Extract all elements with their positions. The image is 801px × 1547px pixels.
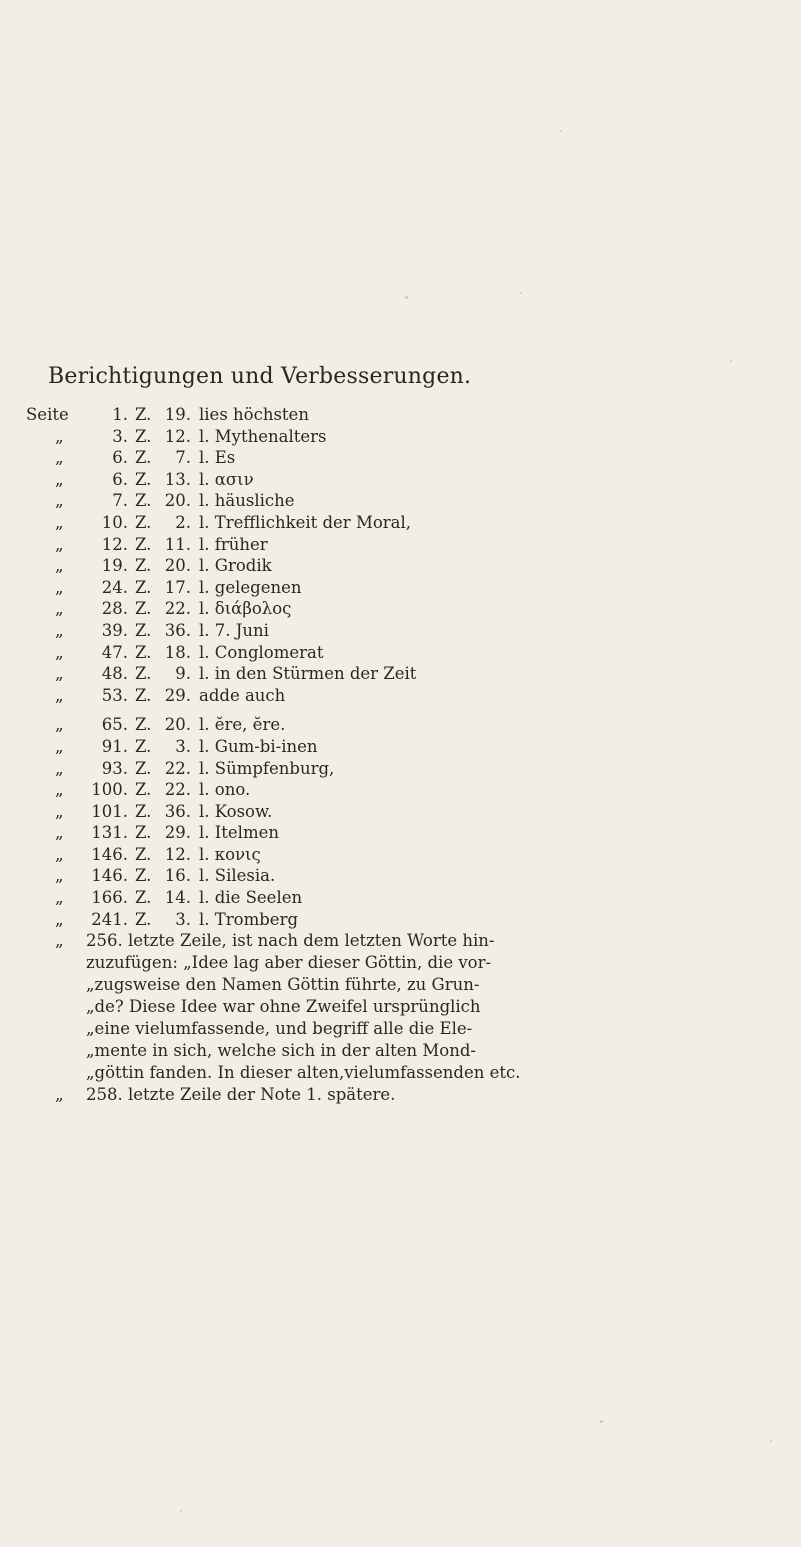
line-marker: Z. bbox=[135, 577, 152, 597]
errata-entry bbox=[0, 822, 801, 844]
correction-text: l. häusliche bbox=[199, 491, 295, 511]
correction-text: l. Tromberg bbox=[199, 909, 299, 929]
line-marker: Z. bbox=[135, 491, 152, 511]
note-line bbox=[0, 1062, 801, 1084]
note-line bbox=[0, 996, 801, 1018]
note-line bbox=[0, 952, 801, 974]
correction-text: l. gelegenen bbox=[199, 577, 302, 597]
errata-entry bbox=[0, 426, 801, 448]
line-number: 20. bbox=[164, 556, 191, 576]
correction-text: l. 7. Juni bbox=[199, 620, 269, 640]
page-number: 93. bbox=[101, 758, 128, 778]
note-text: „zugsweise den Namen Göttin führte, zu Grun- bbox=[86, 975, 480, 995]
line-marker: Z. bbox=[135, 715, 152, 735]
errata-entry bbox=[0, 469, 801, 491]
line-marker: Z. bbox=[135, 405, 152, 424]
page-number: 1. bbox=[112, 405, 128, 424]
line-number: 20. bbox=[164, 715, 191, 735]
line-marker: Z. bbox=[135, 866, 152, 886]
correction-text: l. in den Stürmen der Zeit bbox=[199, 664, 417, 684]
line-number: 7. bbox=[175, 448, 191, 468]
line-marker: Z. bbox=[135, 512, 152, 532]
errata-entry bbox=[0, 685, 801, 707]
line-marker: Z. bbox=[135, 801, 152, 821]
correction-text: l. διάβολος bbox=[199, 599, 292, 619]
correction-text: l. κονις bbox=[199, 844, 261, 864]
note-line bbox=[0, 1040, 801, 1062]
errata-list bbox=[0, 404, 801, 1106]
errata-entry bbox=[0, 642, 801, 664]
line-marker: Z. bbox=[135, 909, 152, 929]
errata-entry bbox=[0, 404, 801, 426]
errata-entry bbox=[0, 887, 801, 909]
page-number: 101. bbox=[91, 801, 128, 821]
correction-text: l. ασιν bbox=[199, 469, 254, 489]
note-text: 256. letzte Zeile, ist nach dem letzten Worte hin- bbox=[86, 931, 495, 951]
note-text: „eine vielumfassende, und begriff alle die Ele- bbox=[86, 1019, 473, 1039]
correction-text: l. ĕre, ĕre. bbox=[199, 715, 286, 735]
line-number: 20. bbox=[164, 491, 191, 511]
entry-prefix: „ bbox=[55, 823, 64, 843]
line-number: 36. bbox=[164, 620, 191, 640]
note-text: „de? Diese Idee war ohne Zweifel ursprünglich bbox=[86, 997, 481, 1017]
errata-entry bbox=[0, 714, 801, 736]
line-marker: Z. bbox=[135, 664, 152, 684]
page-number: 3. bbox=[112, 426, 128, 446]
page-number: 47. bbox=[101, 642, 128, 662]
line-number: 3. bbox=[175, 909, 191, 929]
line-number: 13. bbox=[164, 469, 191, 489]
page-number: 166. bbox=[91, 888, 128, 908]
line-marker: Z. bbox=[135, 599, 152, 619]
page-number: 6. bbox=[112, 469, 128, 489]
correction-text: l. Silesia. bbox=[199, 866, 276, 886]
line-marker: Z. bbox=[135, 642, 152, 662]
entry-prefix: „ bbox=[55, 909, 64, 929]
note-text: zuzufügen: „Idee lag aber dieser Göttin, die vor- bbox=[86, 953, 492, 973]
line-number: 11. bbox=[164, 534, 191, 554]
correction-text: l. Conglomerat bbox=[199, 642, 324, 662]
errata-entry bbox=[0, 865, 801, 887]
page-number: 7. bbox=[112, 491, 128, 511]
line-marker: Z. bbox=[135, 780, 152, 800]
entry-prefix: „ bbox=[55, 577, 64, 597]
line-number: 19. bbox=[164, 405, 191, 424]
correction-text: l. Gum-bi-inen bbox=[199, 736, 318, 756]
line-number: 2. bbox=[175, 512, 191, 532]
page-heading: Berichtigungen und Verbesserungen. bbox=[48, 364, 472, 389]
line-marker: Z. bbox=[135, 556, 152, 576]
line-marker: Z. bbox=[135, 534, 152, 554]
note-text: „mente in sich, welche sich in der alten Mond- bbox=[86, 1041, 476, 1061]
correction-text: l. ono. bbox=[199, 780, 251, 800]
line-number: 14. bbox=[164, 888, 191, 908]
line-number: 22. bbox=[164, 780, 191, 800]
line-number: 22. bbox=[164, 599, 191, 619]
errata-entry bbox=[0, 801, 801, 823]
line-marker: Z. bbox=[135, 736, 152, 756]
errata-entry bbox=[0, 736, 801, 758]
entry-prefix: „ bbox=[55, 534, 64, 554]
page-number: 28. bbox=[101, 599, 128, 619]
errata-entry bbox=[0, 512, 801, 534]
long-note bbox=[0, 930, 801, 1106]
line-marker: Z. bbox=[135, 620, 152, 640]
entry-prefix: „ bbox=[55, 844, 64, 864]
page-number: 48. bbox=[101, 664, 128, 684]
page-number: 10. bbox=[101, 512, 128, 532]
correction-text: lies höchsten bbox=[199, 405, 309, 424]
errata-entry bbox=[0, 663, 801, 685]
entry-prefix: „ bbox=[55, 469, 64, 489]
page-number: 12. bbox=[101, 534, 128, 554]
errata-entry bbox=[0, 598, 801, 620]
entry-prefix: „ bbox=[55, 931, 64, 951]
entry-prefix: „ bbox=[55, 715, 64, 735]
entry-prefix: „ bbox=[55, 512, 64, 532]
entry-prefix: „ bbox=[55, 758, 64, 778]
errata-entry bbox=[0, 490, 801, 512]
line-number: 9. bbox=[175, 664, 191, 684]
page-number: 146. bbox=[91, 844, 128, 864]
entry-prefix: „ bbox=[55, 426, 64, 446]
page-number: 53. bbox=[101, 685, 128, 705]
note-text: 258. letzte Zeile der Note 1. spätere. bbox=[86, 1085, 396, 1105]
line-number: 36. bbox=[164, 801, 191, 821]
line-number: 22. bbox=[164, 758, 191, 778]
page-number: 65. bbox=[101, 715, 128, 735]
line-number: 16. bbox=[164, 866, 191, 886]
line-number: 17. bbox=[164, 577, 191, 597]
entry-prefix: „ bbox=[55, 448, 64, 468]
line-number: 18. bbox=[164, 642, 191, 662]
correction-text: l. früher bbox=[199, 534, 268, 554]
correction-text: l. die Seelen bbox=[199, 888, 303, 908]
correction-text: l. Es bbox=[199, 448, 236, 468]
line-number: 3. bbox=[175, 736, 191, 756]
entry-prefix: „ bbox=[55, 491, 64, 511]
note-text: „göttin fanden. In dieser alten,vielumfassenden etc. bbox=[86, 1063, 521, 1083]
entry-prefix: „ bbox=[55, 642, 64, 662]
note-line bbox=[0, 1018, 801, 1040]
correction-text: adde auch bbox=[199, 685, 286, 705]
correction-text: l. Mythenalters bbox=[199, 426, 327, 446]
page-number: 6. bbox=[112, 448, 128, 468]
entry-prefix: „ bbox=[55, 888, 64, 908]
page-number: 24. bbox=[101, 577, 128, 597]
entry-prefix: „ bbox=[55, 736, 64, 756]
line-marker: Z. bbox=[135, 758, 152, 778]
note-line bbox=[0, 1084, 801, 1106]
page-number: 19. bbox=[101, 556, 128, 576]
line-marker: Z. bbox=[135, 685, 152, 705]
page-number: 91. bbox=[101, 736, 128, 756]
errata-entry bbox=[0, 844, 801, 866]
line-marker: Z. bbox=[135, 448, 152, 468]
errata-entry bbox=[0, 909, 801, 931]
errata-entry bbox=[0, 534, 801, 556]
page-number: 241. bbox=[91, 909, 128, 929]
line-number: 12. bbox=[164, 844, 191, 864]
note-line bbox=[0, 974, 801, 996]
entry-prefix: „ bbox=[55, 556, 64, 576]
line-number: 29. bbox=[164, 823, 191, 843]
errata-entry bbox=[0, 555, 801, 577]
entry-prefix: „ bbox=[55, 780, 64, 800]
errata-entry bbox=[0, 577, 801, 599]
entry-prefix: „ bbox=[55, 685, 64, 705]
line-number: 12. bbox=[164, 426, 191, 446]
entry-prefix: „ bbox=[55, 599, 64, 619]
errata-entry bbox=[0, 758, 801, 780]
entry-prefix: Seite bbox=[26, 405, 69, 424]
line-marker: Z. bbox=[135, 469, 152, 489]
errata-entry bbox=[0, 447, 801, 469]
correction-text: l. Sümpfenburg, bbox=[199, 758, 335, 778]
entry-prefix: „ bbox=[55, 866, 64, 886]
page-number: 146. bbox=[91, 866, 128, 886]
page-number: 131. bbox=[91, 823, 128, 843]
entry-prefix: „ bbox=[55, 801, 64, 821]
correction-text: l. Itelmen bbox=[199, 823, 279, 843]
correction-text: l. Trefflichkeit der Moral, bbox=[199, 512, 412, 532]
page-number: 39. bbox=[101, 620, 128, 640]
correction-text: l. Grodik bbox=[199, 556, 272, 576]
errata-entry bbox=[0, 779, 801, 801]
line-number: 29. bbox=[164, 685, 191, 705]
line-marker: Z. bbox=[135, 823, 152, 843]
entry-prefix: „ bbox=[55, 1085, 64, 1105]
page-number: 100. bbox=[91, 780, 128, 800]
errata-entry bbox=[0, 620, 801, 642]
line-marker: Z. bbox=[135, 844, 152, 864]
line-marker: Z. bbox=[135, 426, 152, 446]
line-marker: Z. bbox=[135, 888, 152, 908]
correction-text: l. Kosow. bbox=[199, 801, 273, 821]
entry-prefix: „ bbox=[55, 620, 64, 640]
entry-prefix: „ bbox=[55, 664, 64, 684]
note-line bbox=[0, 930, 801, 952]
